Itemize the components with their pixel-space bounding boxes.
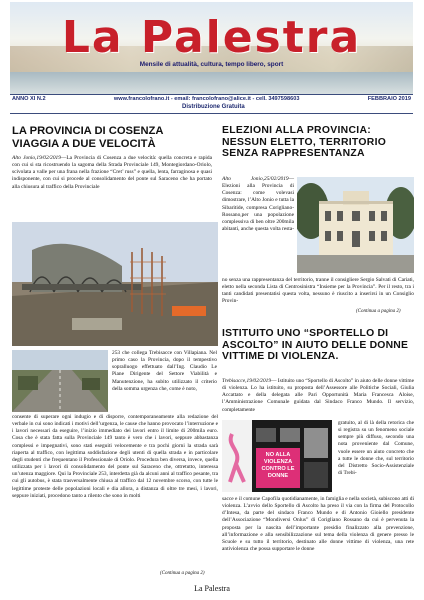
masthead xyxy=(10,2,413,94)
poster-slogan: NO ALLA VIOLENZA CONTRO LE DONNE xyxy=(261,452,295,479)
article2-continued: (Continua a pagina 2) xyxy=(356,309,401,314)
issue-date: FEBBRAIO 2019 xyxy=(367,96,411,102)
article3-dateline: Trebisacce,19/02/2019 xyxy=(222,378,272,384)
article3-text-3: sacce e il comune Capofila quotidianamente, in famiglia e nella società, subiscono atti di violenza. L’avvio dello Sportello di Ascolto ha preso il via con la firma del Protocollo d’Intesa, da parte del sindaco Franco Mundo e di Antonio Gioiello presidente dell’Associazione “Mondiversi Onlus” di Corigliano Rossano da cui è pervenuta la proposta per la nascita dell’importante presidio finalizzato alla prevenzione, all’informazione e alla sensibilizzazione sul tema della violenza di genere presso le Scuole e su tutto il territorio, destinato alle donne vittime di violenza, una rete antiviolenza che possa supportare le donne xyxy=(222,496,414,553)
article2-text-2: no senza una rappresentanza del territorio, tranne il consigliere Sergio Salvati di Cariati, eletto nella seconda Lista di Centrosinistra “Insieme per la Provincia”. Per il resto, tra i tanti candidati presentatisi questa volta, nessuno è riuscito a inserirsi in un Consiglio Provin- xyxy=(222,277,414,305)
article1-text-3: consente di superare ogni indugio e di disporre, contemporaneamente alla redazione del verbale in cui sono indicati i motivi dell’urgenza, le cause che hanno provocato l’interruzione e i lavori necessari da eseguire, l’inizio immediato dei lavori entro il limite di 200mila euro. Cosa che è stata fatta sulla Provinciale 149 tanto è vero che i lavori, seppure abbastanza complessi e impegnativi, sono stati eseguiti velocemente e tra pochi giorni la strada sarà riaperta al traffico, con legittima soddisfazione degli utenti di quella strada e in particolare degli studenti che frequentano il Professionale di Oriolo. Procedura ben diversa, invece, quella utilizzata per i lavori di consolidamento del ponte sul Saraceno che, ottretutto, interessa un’utenza maggiore. Qui la Provinciale 253, interdetta già da alcuni anni al traffico pesante, tra cui gli autobus, è stata trasversalmente chiusa al traffico dal 12 novembre scorso, con tutte le legittime proteste delle popolazioni locali e dia allora, a distanza di oltre tre mesi, i lavori, seppure iniziati, procedono tanto a rilento che sono in molti xyxy=(12,414,218,499)
road-works-photo xyxy=(12,350,108,412)
issue-number: ANNO XI N.2 xyxy=(12,96,46,102)
footer: La Palestra xyxy=(194,584,230,593)
article3-text-2: gratuito, al di là della retorica che si registra su un fenomeno sociale sempre più diffuso, secondo una nota proveniente dal Comune, vuole essere un aiuto concreto che a tutte le donne che, sul territorio del Distretto Socio-Assistenziale di Trebi- xyxy=(338,420,414,477)
masthead-sea xyxy=(10,72,413,94)
article1-headline: LA PROVINCIA DI COSENZA VIAGGIA A DUE VELOCITÀ xyxy=(12,125,164,150)
bridge-construction-photo xyxy=(12,222,218,346)
distribution-note: Distribuzione Gratuita xyxy=(182,104,245,110)
article3-text-1: Trebisacce,19/02/2019— Istituito uno “Sportello di Ascolto” in aiuto delle donne vittime di violenza. Lo ha istituito, su proposta dell’Assessore alle Politiche Sociali, Giulia Accattato e della delegata alle Pari Opportunità Maria Francesca Aloise, l’Amministrazione Comunale guidata dal Sindaco Franco Mundo. Il servizio, completamente xyxy=(222,378,414,413)
masthead-title: La Palestra xyxy=(61,12,362,63)
article2-text-1: Alto Jonio,25/02/2019— Elezioni alla Provincia di Cosenza: come volevasi dimostrare, l’Alto Jonio e tutta la Sibaritide, compresa Corigliano-Rossano,per una popolazione complessiva di ben oltre 200mila abitanti, anche questa volta resta- xyxy=(222,176,294,233)
info-bar xyxy=(10,94,413,114)
town-hall-photo xyxy=(297,177,414,273)
article2-headline: ELEZIONI ALLA PROVINCIA: NESSUN ELETTO, TERRITORIO SENZA RAPPRESENTANZA xyxy=(222,125,387,160)
article3-headline: ISTITUITO UNO “SPORTELLO DI ASCOLTO” IN AIUTO DELLE DONNE VITTIME DI VIOLENZA. xyxy=(222,328,409,363)
violence-poster-image xyxy=(222,420,332,492)
article1-continued: (Continua a pagina 2) xyxy=(160,571,205,576)
contacts: www.francolofrano.it - email: francolofrano@alice.it - cell. 3497598603 xyxy=(113,96,300,102)
article1-text-2: 253 che collega Trebisacce con Villapiana. Nel primo caso la Provincia, dopo il tempestivo sopralluogo effettuato dall’Ing. Claudio Le Piane Dirigente del Settore Viabilità e Manutenzione, ha subito utilizzato il criterio della somma urgenza che, come è noto, xyxy=(112,350,217,392)
article1-text-1: Alto Jonio,19/02/2019—La Provincia di Cosenza a due velocità: quella concreta e rapida con cui si sta ricostruendo la sagoma della Strada Provinciale 149, Montegiordano-Oriolo, scivolata a valle per una frana nella frazione “Cret’ russ” e quella, lenta, farraginosa e quasi indisponente, con cui si procede al consolidamento del ponte sul Saraceno che ha portato alla chiusura al traffico della Provinciale xyxy=(12,155,212,190)
article2-dateline: Alto Jonio,25/02/2019 xyxy=(222,176,289,182)
masthead-subtitle: Mensile di attualità, cultura, tempo libero, sport xyxy=(139,61,284,68)
article1-dateline: Alto Jonio,19/02/2019 xyxy=(12,155,61,161)
